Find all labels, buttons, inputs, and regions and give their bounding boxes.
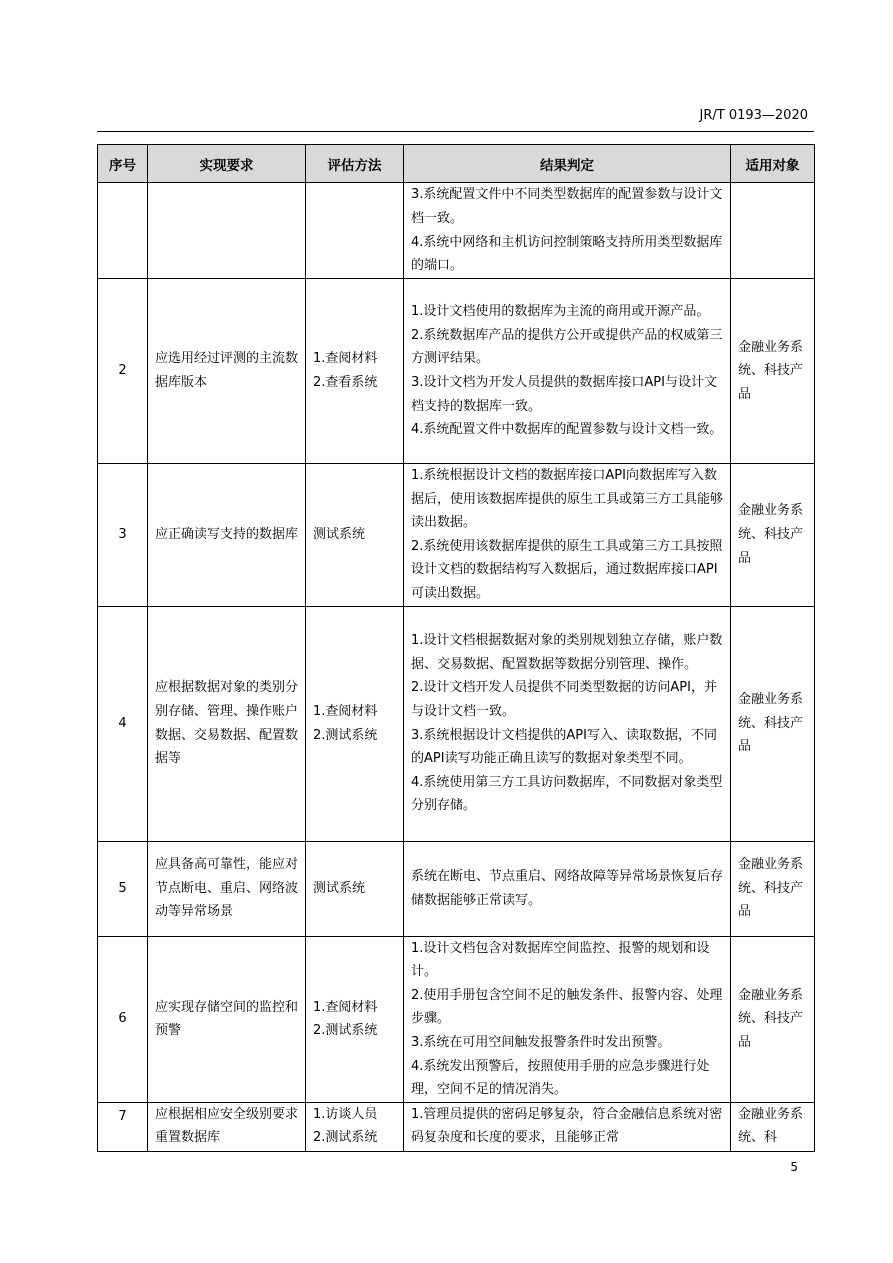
row-results (404, 279, 731, 464)
row-methods (306, 183, 404, 279)
row-results (404, 936, 731, 1102)
col-header-target: 适用对象 (731, 145, 815, 183)
method-item: 2.测试系统 (313, 727, 378, 743)
row-no: 3 (98, 464, 148, 607)
row-requirement: 应根据相应安全级别要求重置数据库 (148, 1102, 306, 1151)
row-results (404, 183, 731, 279)
row-target (731, 183, 815, 279)
row-no: 6 (98, 936, 148, 1102)
row-requirement: 应实现存储空间的监控和预警 (148, 936, 306, 1102)
method-item: 1.查阅材料 (313, 351, 378, 367)
table-row (98, 279, 815, 464)
doc-code: JR/T 0193—2020 (699, 108, 808, 123)
col-header-method: 评估方法 (306, 145, 404, 183)
result-item: 3.系统根据设计文档提供的API写入、读取数据，不同的API读写功能正确且读写的数据对象类型不同。 (411, 727, 717, 767)
row-target: 金融业务系统、科 (731, 1102, 815, 1151)
row-requirement: 应正确读写支持的数据库 (148, 464, 306, 607)
result-item: 2.系统数据库产品的提供方公开或提供产品的权威第三方测评结果。 (411, 327, 723, 367)
result-item: 1.管理员提供的密码足够复杂，符合金融信息系统对密码复杂度和长度的要求，且能够正常 (411, 1106, 723, 1146)
result-item: 1.设计文档根据数据对象的类别规划独立存储，账户数据、交易数据、配置数据等数据分别管理、操作。 (411, 633, 723, 672)
method-item: 测试系统 (313, 880, 366, 896)
row-requirement: 应根据数据对象的类别分别存储、管理、操作账户数据、交易数据、配置数据等 (148, 606, 306, 841)
row-methods (306, 936, 404, 1102)
row-requirement: 应选用经过评测的主流数据库版本 (148, 279, 306, 464)
result-item: 2.使用手册包含空间不足的触发条件、报警内容、处理步骤。 (411, 987, 723, 1027)
result-item: 1.设计文档包含对数据库空间监控、报警的规划和设计。 (411, 940, 710, 980)
row-methods (306, 279, 404, 464)
result-item: 4.系统中网络和主机访问控制策略支持所用类型数据库的端口。 (411, 234, 723, 274)
row-requirement: 应具备高可靠性，能应对节点断电、重启、网络波动等异常场景 (148, 841, 306, 936)
table-header-row (98, 145, 815, 183)
method-item: 2.测试系统 (313, 1023, 378, 1039)
row-target: 金融业务系统、科技产品 (731, 936, 815, 1102)
method-item: 1.查阅材料 (313, 999, 378, 1015)
col-header-result: 结果判定 (404, 145, 731, 183)
row-target: 金融业务系统、科技产品 (731, 279, 815, 464)
row-no (98, 183, 148, 279)
requirements-table (97, 144, 815, 1152)
row-methods (306, 841, 404, 936)
table-row (98, 841, 815, 936)
row-target: 金融业务系统、科技产品 (731, 464, 815, 607)
row-no: 5 (98, 841, 148, 936)
method-item: 测试系统 (313, 526, 366, 542)
page-number: 5 (790, 1160, 798, 1174)
table-row (98, 936, 815, 1102)
row-methods (306, 1102, 404, 1151)
col-header-requirement: 实现要求 (148, 145, 306, 183)
result-item: 3.系统在可用空间触发报警条件时发出预警。 (411, 1034, 671, 1050)
row-no: 4 (98, 606, 148, 841)
result-item: 1.设计文档使用的数据库为主流的商用或开源产品。 (411, 304, 710, 320)
col-header-no: 序号 (98, 145, 148, 183)
row-methods (306, 606, 404, 841)
method-item: 1.查阅材料 (313, 703, 378, 719)
table-row (98, 464, 815, 607)
result-item: 4.系统配置文件中数据库的配置参数与设计文档一致。 (411, 422, 723, 438)
row-methods (306, 464, 404, 607)
result-item: 3.系统配置文件中不同类型数据库的配置参数与设计文档一致。 (411, 187, 723, 226)
method-item: 1.访谈人员 (313, 1106, 378, 1122)
row-no: 7 (98, 1102, 148, 1151)
row-requirement (148, 183, 306, 279)
row-no: 2 (98, 279, 148, 464)
method-item: 2.查看系统 (313, 375, 378, 390)
result-item: 2.系统使用该数据库提供的原生工具或第三方工具按照设计文档的数据结构写入数据后，通过数据库接口API可读出数据。 (411, 538, 723, 601)
result-item: 系统在断电、节点重启、网络故障等异常场景恢复后存储数据能够正常读写。 (411, 868, 724, 908)
table-row (98, 606, 815, 841)
result-item: 4.系统发出预警后，按照使用手册的应急步骤进行处理，空间不足的情况消失。 (411, 1058, 710, 1098)
row-results (404, 841, 731, 936)
result-item: 3.设计文档为开发人员提供的数据库接口API与设计文档支持的数据库一致。 (411, 375, 717, 414)
row-target: 金融业务系统、科技产品 (731, 606, 815, 841)
result-item: 1.系统根据设计文档的数据库接口API向数据库写入数据后，使用该数据库提供的原生工具或第三方工具能够读出数据。 (411, 468, 724, 531)
header-rule (97, 131, 814, 132)
row-results (404, 464, 731, 607)
table-row (98, 183, 815, 279)
table-row (98, 1102, 815, 1151)
row-target: 金融业务系统、科技产品 (731, 841, 815, 936)
method-item: 2.测试系统 (313, 1130, 378, 1146)
result-item: 2.设计文档开发人员提供不同类型数据的访问API，并与设计文档一致。 (411, 680, 717, 719)
row-results (404, 1102, 731, 1151)
row-results (404, 606, 731, 841)
result-item: 4.系统使用第三方工具访问数据库，不同数据对象类型分别存储。 (411, 774, 723, 814)
